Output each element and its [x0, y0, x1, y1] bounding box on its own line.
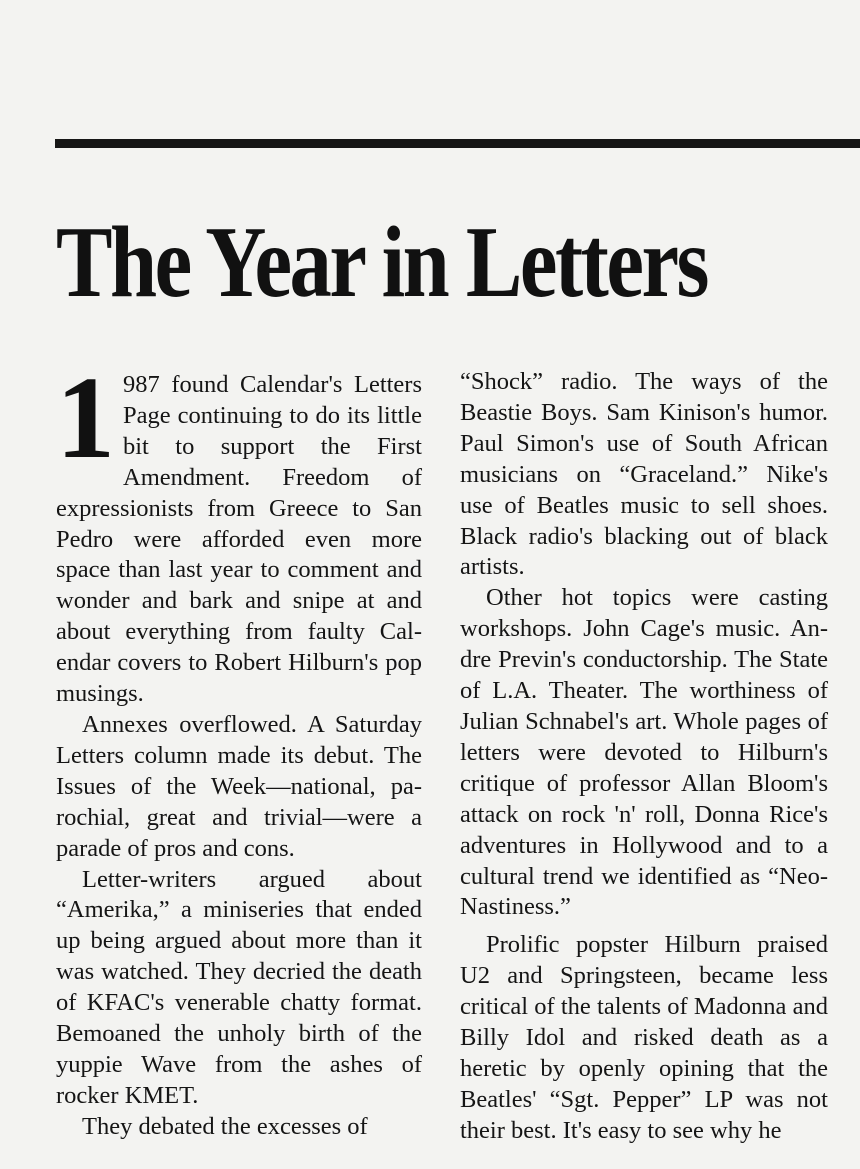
header-rule [55, 139, 860, 148]
article-column-left [56, 352, 422, 1143]
drop-cap: 1 [56, 352, 115, 483]
article-paragraph: They debated the excesses of [82, 1112, 368, 1140]
article-paragraph: 1 987 found Calendar's Letters Page continuing to do its little bit to support the First Amendment. Freedom of expressionists from Greece to San Pedro were afforded even more space than last year to comment and wonder and bark and snipe at and about everything from faulty Calendar covers to Robert Hilburn's pop musings. [56, 352, 422, 708]
article-paragraph: Annexes overflowed. A Saturday Letters column made its debut. The Issues of the Week—national, parochial, great and trivial—were a parade of pros and cons. [56, 710, 422, 862]
headline: The Year in Letters [56, 206, 708, 319]
article-paragraph: Other hot topics were casting workshops. John Cage's music. Andre Previn's conductorship. The State of L.A. Theater. The worthiness of Julian Schnabel's art. Whole pages of letters were devoted to Hilburn's critique of professor Allan Bloom's attack on rock 'n' roll, Donna Rice's adventures in Hollywood and to a cultural trend we identified as “Neo-Nastiness.” [460, 584, 828, 921]
article-paragraph: Letter-writers argued about “Amerika,” a miniseries that ended up being argued about more than it was watched. They decried the death of KFAC's venerable chatty format. Bemoaned the unholy birth of the yuppie Wave from the ashes of rocker KMET. [56, 865, 422, 1109]
article-paragraph: Prolific popster Hilburn praised U2 and Springsteen, became less critical of the talents of Madonna and Billy Idol and risked death as a heretic by openly opining that the Beatles' “Sgt. Pepper” LP was not their best. It's easy to see why he [460, 931, 828, 1144]
article-column-right [460, 367, 828, 1147]
article-paragraph: “Shock” radio. The ways of the Beastie Boys. Sam Kinison's humor. Paul Simon's use of South African musicians on “Graceland.” Nike's use of Beatles music to sell shoes. Black radio's blacking out of black artists. [460, 368, 828, 581]
